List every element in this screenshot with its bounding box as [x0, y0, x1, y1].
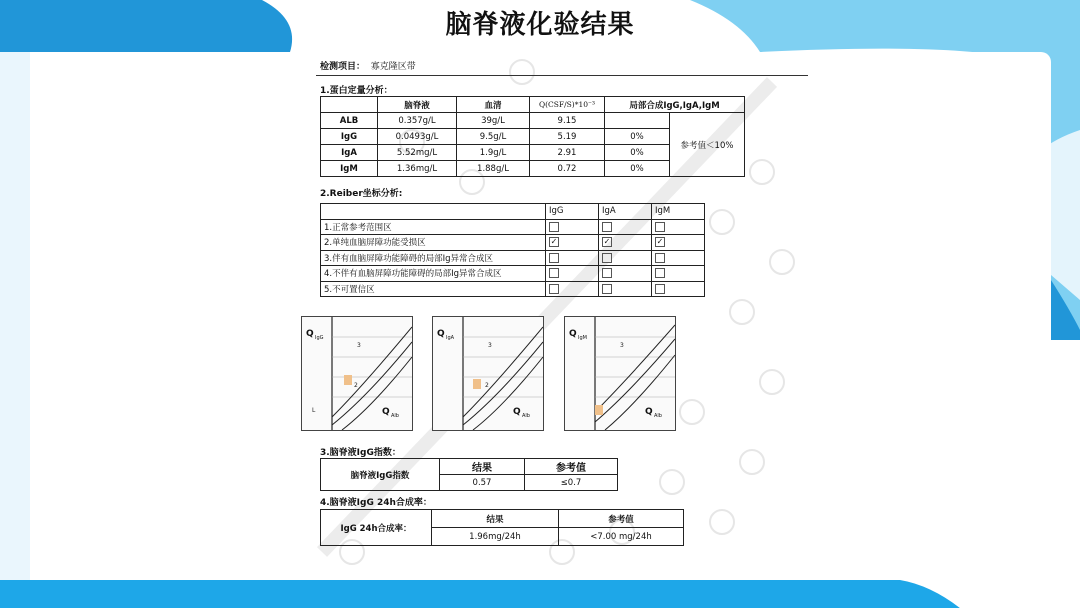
- checkbox[interactable]: [549, 268, 559, 278]
- table-row: 3.伴有血脑屏障功能障碍的局部Ig异常合成区: [321, 250, 705, 266]
- table-row: IgM 1.36mg/L 1.88g/L 0.72 0%: [321, 161, 745, 177]
- checkbox[interactable]: [549, 284, 559, 294]
- checkbox[interactable]: [655, 268, 665, 278]
- checkbox[interactable]: [655, 253, 665, 263]
- report-card: [30, 52, 1051, 580]
- checkbox[interactable]: [602, 222, 612, 232]
- table-row: 4.不伴有血脑屏障功能障碍的局部Ig异常合成区: [321, 266, 705, 282]
- reiber-graph-igg: L 2 3 Q IgG Q Alb: [301, 316, 413, 431]
- checkbox[interactable]: [549, 253, 559, 263]
- protein-table: 脑脊液 血清 Q(CSF/S)*10⁻³ 局部合成IgG,IgA,IgM ALB 0.357g/L 39g/L 9.15 参考值＜10% IgG 0.0493g/L 9.5g/L 5.19 0% IgA 5.52mg/L 1.9g/L 2.91 0% IgM 1.36mg/L 1.88g/L 0.72 0%: [320, 96, 745, 177]
- igg-synthesis-table: IgG 24h合成率： 结果 参考值 1.96mg/24h <7.00 mg/24h: [320, 509, 684, 546]
- checkbox-checked[interactable]: ✓: [550, 237, 558, 246]
- reiber-table: IgG IgA IgM 1.正常参考范围区 2.单纯血脑屏障功能受损区 ✓ ✓ ✓ 3.伴有血脑屏障功能障碍的局部Ig异常合成区 4.不伴有血脑屏障功能障碍的局部Ig异常合成区 5.不可置信区: [320, 203, 705, 297]
- table-row: 1.正常参考范围区: [321, 219, 705, 235]
- report-document: [292, 52, 812, 580]
- checkbox[interactable]: [602, 284, 612, 294]
- table-row: 2.单纯血脑屏障功能受损区 ✓ ✓ ✓: [321, 235, 705, 251]
- checkbox[interactable]: [655, 284, 665, 294]
- slide-title: 脑脊液化验结果: [445, 10, 635, 40]
- svg-text:2: 2: [354, 382, 358, 389]
- table-row: 5.不可置信区: [321, 281, 705, 297]
- table-row: 0.57 ≤0.7: [321, 475, 618, 491]
- table-row: ALB 0.357g/L 39g/L 9.15 参考值＜10%: [321, 113, 745, 129]
- svg-text:2: 2: [485, 382, 489, 389]
- svg-text:3: 3: [357, 342, 361, 349]
- svg-text:L: L: [312, 407, 316, 414]
- reference-cell: 参考值＜10%: [670, 113, 745, 177]
- reiber-graph-igm: 3 Q IgM Q Alb: [564, 316, 676, 431]
- table-row: 1.96mg/24h <7.00 mg/24h: [321, 528, 684, 546]
- table-row: IgA 5.52mg/L 1.9g/L 2.91 0%: [321, 145, 745, 161]
- section3-title: 3.脑脊液IgG指数：: [320, 448, 401, 458]
- reiber-graph-iga: 2 3 Q IgA Q Alb: [432, 316, 544, 431]
- test-item: 检测项目： 寡克隆区带: [320, 62, 416, 72]
- checkbox[interactable]: [549, 222, 559, 232]
- divider: [316, 75, 808, 76]
- svg-text:3: 3: [488, 342, 492, 349]
- igg-index-table: 脑脊液IgG指数 结果 参考值 0.57 ≤0.7: [320, 458, 618, 491]
- section2-title: 2.Reiber坐标分析:: [320, 189, 403, 199]
- svg-text:3: 3: [620, 342, 624, 349]
- checkbox-checked[interactable]: ✓: [603, 237, 611, 246]
- checkbox[interactable]: [602, 268, 612, 278]
- section4-title: 4.脑脊液IgG 24h合成率：: [320, 498, 432, 508]
- checkbox[interactable]: [655, 222, 665, 232]
- table-row: IgG 0.0493g/L 9.5g/L 5.19 0%: [321, 129, 745, 145]
- checkbox[interactable]: [602, 253, 612, 263]
- section1-title: 1.蛋白定量分析：: [320, 86, 393, 96]
- checkbox-checked[interactable]: ✓: [656, 237, 664, 246]
